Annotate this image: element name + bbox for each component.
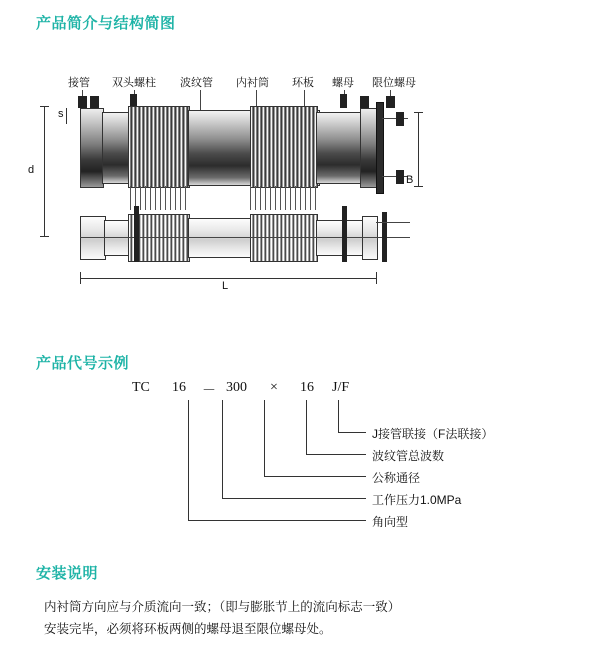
tie-rod-lower (382, 176, 408, 177)
limit-nut-upper (396, 112, 404, 126)
code-leader-jf (338, 400, 339, 432)
dim-d-tick-top (40, 106, 49, 107)
code-leader-300 (264, 400, 265, 476)
bellows-right (250, 106, 318, 188)
dim-label-s: s (58, 108, 64, 120)
page-title-product-intro: 产品简介与结构简图 (36, 15, 176, 32)
limit-nut-lower (396, 170, 404, 184)
fin-hatch-right (250, 186, 316, 210)
dim-B-tick-bottom (414, 186, 423, 187)
plan-pipe-right (316, 220, 364, 256)
callout-label-neichentong: 内衬筒 (236, 77, 269, 89)
code-connector-300 (264, 476, 366, 477)
install-note-block (44, 596, 564, 640)
dim-L-tick-left (80, 272, 81, 284)
dim-s-line (66, 108, 67, 124)
code-desc-connection: J接管联接（F法联接） (372, 427, 494, 441)
plan-tie-rod (376, 222, 410, 223)
dim-label-B: B (406, 174, 414, 186)
callout-label-luomu: 螺母 (332, 77, 354, 89)
code-token-16a: 16 (172, 380, 186, 395)
code-connector-16a (222, 498, 366, 499)
ring-plate (376, 102, 384, 194)
callout-label-jieguan: 接管 (68, 77, 90, 89)
plan-stud-right (342, 206, 347, 262)
bolt-right-2 (386, 96, 395, 108)
product-code-example (36, 380, 566, 540)
code-leader-tc (188, 400, 189, 520)
dim-d-tick-bottom (40, 236, 49, 237)
structure-diagram (28, 66, 540, 292)
plan-flange-left (80, 216, 106, 260)
callout-label-shuangtou: 双头螺柱 (112, 77, 156, 89)
dim-label-d: d (28, 164, 35, 176)
callout-label-huanban: 环板 (292, 77, 314, 89)
install-note-line-1: 内衬筒方向应与介质流向一致；（即与膨胀节上的流向标志一致） (44, 600, 401, 614)
code-token-300: 300 (226, 380, 247, 395)
nut-top-1 (340, 94, 347, 108)
code-desc-wave-count: 波纹管总波数 (372, 449, 445, 463)
dim-B-line (418, 112, 419, 186)
bellows-left (128, 106, 190, 188)
dim-d-line (44, 106, 45, 236)
callout-label-xianwei-luomu: 限位螺母 (372, 77, 416, 89)
code-token-times: × (270, 380, 278, 395)
code-token-tc: TC (132, 380, 150, 395)
code-connector-16b (306, 454, 366, 455)
code-token-dash: － (202, 384, 216, 399)
code-leader-16a (222, 400, 223, 498)
code-connector-tc (188, 520, 366, 521)
code-token-jf: J/F (332, 380, 350, 395)
dim-L-line (80, 278, 376, 279)
code-desc-nominal-dia: 公称通径 (372, 471, 421, 485)
bolt-left-2 (90, 96, 99, 108)
plan-limit-rod (382, 212, 387, 262)
code-leader-16b (306, 400, 307, 454)
dim-L-tick-right (376, 272, 377, 284)
flange-left (80, 108, 104, 188)
install-note-line-2: 安装完毕，必须将环板两侧的螺母退至限位螺母处。 (44, 622, 332, 636)
bolt-right-1 (360, 96, 369, 108)
dim-label-L: L (222, 280, 229, 292)
bolt-left-1 (78, 96, 87, 108)
callout-label-bowenguan: 波纹管 (180, 77, 213, 89)
pipe-left (102, 112, 130, 184)
plan-liner (188, 218, 252, 258)
tie-rod-upper (382, 118, 408, 119)
dim-B-tick-top (414, 112, 423, 113)
code-token-16b: 16 (300, 380, 314, 395)
page-title-code-example: 产品代号示例 (36, 355, 130, 372)
plan-pipe-left (104, 220, 130, 256)
pipe-right (316, 112, 366, 184)
plan-centerline (80, 237, 410, 238)
code-connector-jf (338, 432, 366, 433)
plan-stud-left (134, 206, 139, 262)
code-desc-pressure: 工作压力1.0MPa (372, 493, 462, 507)
page-title-install-note: 安装说明 (36, 565, 99, 582)
plan-bellows-right (250, 214, 318, 262)
code-desc-type: 角向型 (372, 515, 409, 529)
